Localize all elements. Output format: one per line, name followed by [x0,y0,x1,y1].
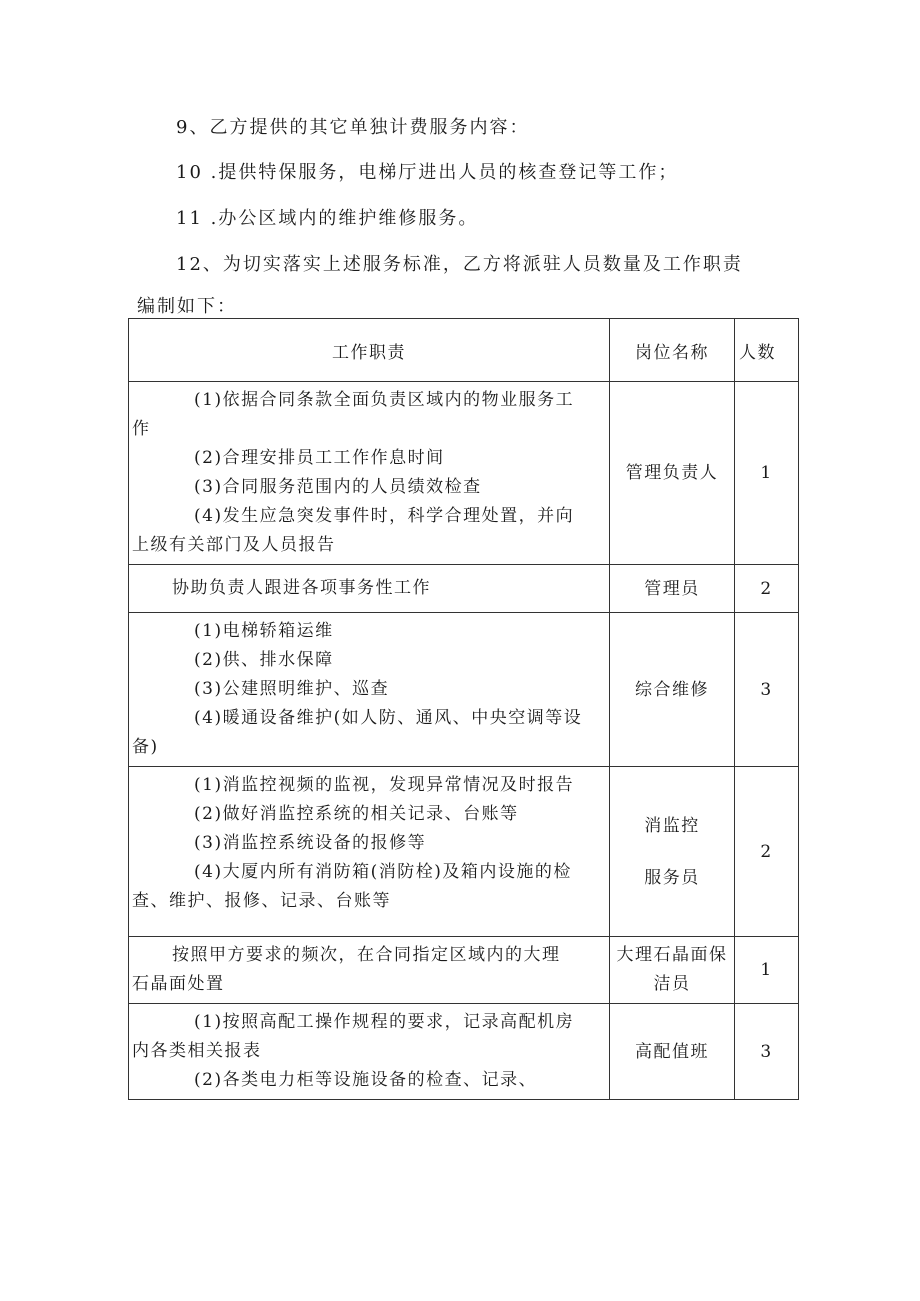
position-cell [610,767,735,937]
count-cell: 2 [735,767,799,937]
table-row [129,1004,799,1100]
count-cell: 3 [735,1004,799,1100]
paragraph-item-12-continued: 编制如下： [137,296,237,317]
position-name: 大理石晶面保 [616,945,728,965]
table-row [129,937,799,1004]
duty-line: (3)合同服务范围内的人员绩效检查 [194,477,482,497]
duty-line: 协助负责人跟进各项事务性工作 [172,578,431,598]
header-duties: 工作职责 [129,319,610,382]
paragraph-item-9: 9、乙方提供的其它单独计费服务内容： [176,117,530,138]
position-name: 管理员 [644,578,700,599]
duty-line: (4)大厦内所有消防箱(消防栓)及箱内设施的检 [194,862,572,882]
duty-line: (2)供、排水保障 [194,650,334,670]
position-cell [610,1004,735,1100]
paragraph-item-12: 12、为切实落实上述服务标准，乙方将派驻人员数量及工作职责 [176,254,743,275]
position-name: 洁员 [653,974,691,994]
duty-line: 作 [132,419,151,439]
duties-cell [129,1004,610,1100]
paragraph-item-11: 11 .办公区域内的维护维修服务。 [176,208,479,229]
position-cell [610,382,735,565]
duties-cell [129,565,610,613]
duty-line: (2)合理安排员工工作作息时间 [194,448,445,468]
table-row [129,382,799,565]
header-count: 人数 [735,319,799,382]
count-cell: 1 [735,382,799,565]
duties-cell [129,613,610,767]
duty-line: 查、维护、报修、记录、台账等 [132,891,391,911]
duty-line: (3)消监控系统设备的报修等 [194,833,427,853]
duties-cell [129,382,610,565]
duty-line: (1)按照高配工操作规程的要求，记录高配机房 [194,1012,575,1032]
paragraph-item-10: 10 .提供特保服务，电梯厅进出人员的核查登记等工作； [176,162,679,183]
table-row [129,767,799,937]
position-cell [610,937,735,1004]
duty-line: (1)电梯轿箱运维 [194,621,334,641]
position-name: 服务员 [644,867,700,888]
header-position: 岗位名称 [610,319,735,382]
duty-line: 石晶面处置 [132,974,225,994]
duty-line: (2)做好消监控系统的相关记录、台账等 [194,804,519,824]
duty-line: (4)暖通设备维护(如人防、通风、中央空调等设 [194,708,583,728]
position-cell [610,613,735,767]
staffing-table [128,318,799,1100]
duties-cell [129,937,610,1004]
table-header-row [129,319,799,382]
duty-line: (2)各类电力柜等设施设备的检查、记录、 [194,1070,538,1090]
duty-line: (1)依据合同条款全面负责区域内的物业服务工 [194,390,575,410]
count-cell: 1 [735,937,799,1004]
position-name: 管理负责人 [625,463,719,483]
table-row [129,613,799,767]
position-name: 高配值班 [635,1041,709,1062]
position-cell [610,565,735,613]
position-name: 消监控 [644,815,700,836]
duty-line: 上级有关部门及人员报告 [132,535,336,555]
duty-line: 备) [132,737,159,757]
count-cell: 3 [735,613,799,767]
table-row [129,565,799,613]
position-name: 综合维修 [635,679,709,700]
count-cell: 2 [735,565,799,613]
duty-line: (1)消监控视频的监视，发现异常情况及时报告 [194,775,575,795]
duty-line: (3)公建照明维护、巡查 [194,679,390,699]
duties-cell [129,767,610,937]
duty-line: 按照甲方要求的频次，在合同指定区域内的大理 [172,945,561,965]
duty-line: 内各类相关报表 [132,1041,262,1061]
duty-line: (4)发生应急突发事件时，科学合理处置，并向 [194,506,575,526]
